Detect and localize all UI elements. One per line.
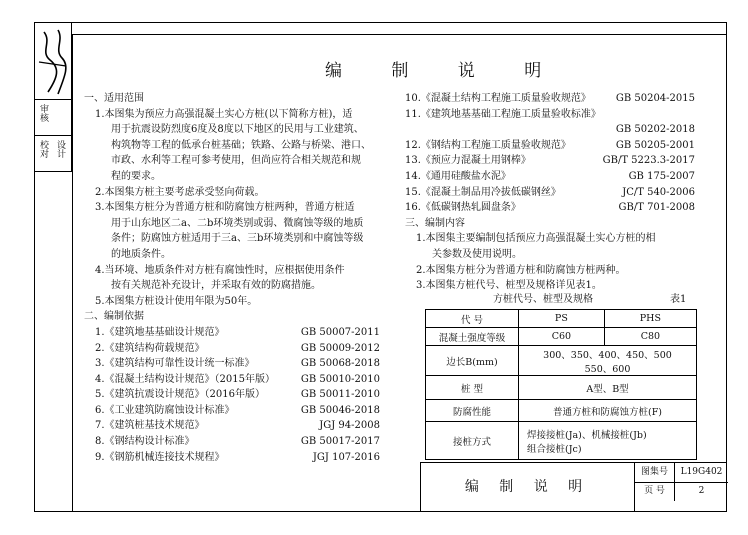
table-row	[426, 310, 697, 328]
reference-name: 16.《低碳钢热轧圆盘条》	[405, 202, 521, 214]
reference-code: GB 50046-2018	[300, 404, 380, 416]
signature-area	[34, 22, 71, 100]
reference-name: 2.《建筑结构荷载规范》	[95, 342, 205, 354]
page-label: 页 号	[635, 482, 675, 501]
sec1-line: 市政、水利等工程可参考使用，但尚应符合相关规范和规	[111, 155, 361, 167]
title-block	[420, 462, 727, 512]
sec1-line: 按有关规范补充设计，并采取有效的防腐措施。	[111, 280, 321, 292]
sec3-line: 2.本图集方桩分为普通方桩和防腐蚀方桩两种。	[416, 264, 626, 276]
table-row	[426, 328, 697, 346]
sec3-line: 3.本图集方桩代号、桩型及规格详见表1。	[416, 280, 602, 292]
reference-item	[405, 153, 695, 169]
section-3-heading: 三、编制内容	[405, 217, 465, 229]
right-reference-list	[405, 91, 695, 216]
reference-code: GB 50011-2010	[300, 389, 380, 401]
stamp-label-review: 审核	[38, 104, 48, 122]
reference-item	[95, 325, 380, 341]
reference-code: GB 50010-2010	[300, 373, 380, 385]
approval-strip	[34, 22, 72, 172]
section-1-heading: 一、适用范围	[84, 93, 144, 104]
grade-label: 混凝土强度等级	[426, 328, 519, 346]
joint-label: 接桩方式	[426, 422, 519, 460]
sec1-line: 3.本图集方桩分为普通方桩和防腐蚀方桩两种，普通方桩适	[95, 202, 355, 214]
section-2-heading: 二、编制依据	[84, 311, 144, 323]
code-label: 代 号	[426, 310, 519, 328]
atlas-value: L19G402	[680, 467, 723, 477]
reference-name: 9.《钢筋机械连接技术规程》	[95, 451, 225, 463]
reference-code: GB/T 5223.3-2017	[602, 155, 695, 167]
code-phs: PHS	[604, 310, 696, 328]
reference-item	[405, 122, 695, 138]
reference-name: 15.《混凝土制品用冷拔低碳钢丝》	[405, 186, 561, 198]
table-row	[426, 422, 697, 460]
reference-name: 10.《混凝土结构工程施工质量验收规范》	[405, 93, 591, 104]
reference-code: GB 50009-2012	[300, 342, 380, 354]
sec1-line: 4.当环境、地质条件对方桩有腐蚀性时，应根据使用条件	[95, 264, 345, 276]
anti-value: 普通方桩和防腐蚀方桩(F)	[519, 400, 697, 422]
page-title: 编 制 说 明	[325, 61, 564, 81]
anti-label: 防腐性能	[426, 400, 519, 422]
sec1-line: 程的要求。	[111, 170, 161, 182]
reference-item	[95, 434, 380, 450]
left-column	[84, 91, 394, 465]
reference-name: 8.《钢结构设计标准》	[95, 436, 195, 448]
page-value: 2	[698, 486, 705, 496]
atlas-row	[635, 463, 728, 483]
reference-item	[95, 387, 380, 403]
reference-code: GB 50205-2001	[615, 139, 695, 151]
reference-name: 12.《钢结构工程施工质量验收规范》	[405, 139, 571, 151]
reference-item	[405, 169, 695, 185]
reference-code	[585, 107, 695, 123]
reference-code: GB/T 701-2008	[618, 202, 695, 214]
code-ps: PS	[519, 310, 605, 328]
stamp-label-design: 设计	[55, 140, 65, 158]
table-number: 表1	[670, 294, 687, 305]
reference-name: 1.《建筑地基基础设计规范》	[95, 326, 225, 338]
reference-item	[405, 138, 695, 154]
reference-code: GB 50017-2017	[300, 436, 380, 448]
reference-name: 14.《通用硅酸盐水泥》	[405, 170, 511, 182]
reference-code: GB 50068-2018	[300, 358, 380, 370]
sec3-line: 1.本图集主要编制包括预应力高强混凝土实心方桩的相	[416, 233, 656, 245]
joint-line-1: 焊接接桩(Ja)、机械接桩(Jb)	[527, 429, 647, 441]
side-values	[519, 346, 697, 376]
reference-code: JGJ 107-2016	[312, 451, 380, 463]
reference-name	[405, 122, 585, 138]
joint-line-2: 组合接桩(Jc)	[527, 443, 582, 455]
sec1-line: 用于抗震设防烈度6度及8度以下地区的民用与工业建筑、	[111, 124, 364, 136]
type-value: A型、B型	[519, 376, 697, 400]
reference-name: 7.《建筑桩基技术规范》	[95, 420, 205, 432]
reference-code: GB 175-2007	[628, 170, 695, 182]
stamp-row-1	[34, 100, 71, 136]
sec1-line: 用于山东地区二a、二b环境类别或弱、微腐蚀等级的地质	[111, 217, 364, 229]
table-row	[426, 376, 697, 400]
grade-phs: C80	[604, 328, 696, 346]
reference-name: 13.《预应力混凝土用钢棒》	[405, 155, 531, 167]
reference-item	[95, 372, 380, 388]
side-line-1: 300、350、400、450、500	[543, 349, 672, 361]
reference-item	[95, 356, 380, 372]
signature-scribbles	[34, 22, 71, 100]
side-label: 边长B(mm)	[426, 346, 519, 376]
reference-item	[95, 403, 380, 419]
reference-name: 11.《建筑地基基础工程施工质量验收标准》	[405, 108, 601, 120]
page-row	[635, 482, 728, 501]
atlas-label: 图集号	[635, 463, 675, 482]
title-block-name: 编 制 说 明	[421, 463, 635, 511]
reference-name: 5.《建筑抗震设计规范》（2016年版）	[95, 389, 265, 401]
right-column	[405, 91, 705, 294]
left-reference-list	[84, 325, 380, 465]
reference-item	[405, 185, 695, 201]
reference-item	[95, 450, 380, 466]
stamp-row-2	[34, 136, 71, 172]
reference-code: GB 50202-2018	[615, 124, 695, 136]
reference-code: GB 50007-2011	[300, 326, 380, 338]
reference-code: JGJ 94-2008	[319, 420, 380, 432]
reference-item	[95, 341, 380, 357]
sec1-line: 2.本图集方桩主要考虑承受竖向荷载。	[95, 186, 265, 198]
table-row	[426, 346, 697, 376]
spec-table	[425, 309, 697, 460]
sec1-line: 构筑物等工程的低承台桩基础；铁路、公路与桥梁、港口、	[111, 139, 371, 151]
reference-name: 6.《工业建筑防腐蚀设计标准》	[95, 404, 235, 416]
sec1-line: 1.本图集为预应力高强混凝土实心方桩(以下简称方桩)，适	[95, 108, 353, 120]
joint-values	[519, 422, 697, 460]
stamp-label-check: 校对	[38, 140, 48, 158]
sec1-line: 的地质条件。	[111, 248, 171, 260]
sec3-line: 关参数及使用说明。	[432, 248, 522, 260]
reference-name: 4.《混凝土结构设计规范》（2015年版）	[95, 373, 275, 385]
reference-item	[405, 200, 695, 216]
sec1-line: 条件；防腐蚀方桩适用于三a、三b环境类别和中腐蚀等级	[111, 233, 364, 245]
reference-item	[405, 107, 695, 123]
table-caption: 方桩代号、桩型及规格	[493, 294, 593, 305]
reference-name: 3.《建筑结构可靠性设计统一标准》	[95, 358, 255, 370]
type-label: 桩 型	[426, 376, 519, 400]
reference-code: JC/T 540-2006	[622, 186, 695, 198]
reference-item	[95, 418, 380, 434]
sec1-line: 5.本图集方桩设计使用年限为50年。	[95, 295, 258, 307]
side-line-2: 550、600	[584, 363, 631, 375]
grade-ps: C60	[519, 328, 605, 346]
reference-code: GB 50204-2015	[615, 93, 695, 104]
reference-item	[405, 91, 695, 107]
table-row	[426, 400, 697, 422]
